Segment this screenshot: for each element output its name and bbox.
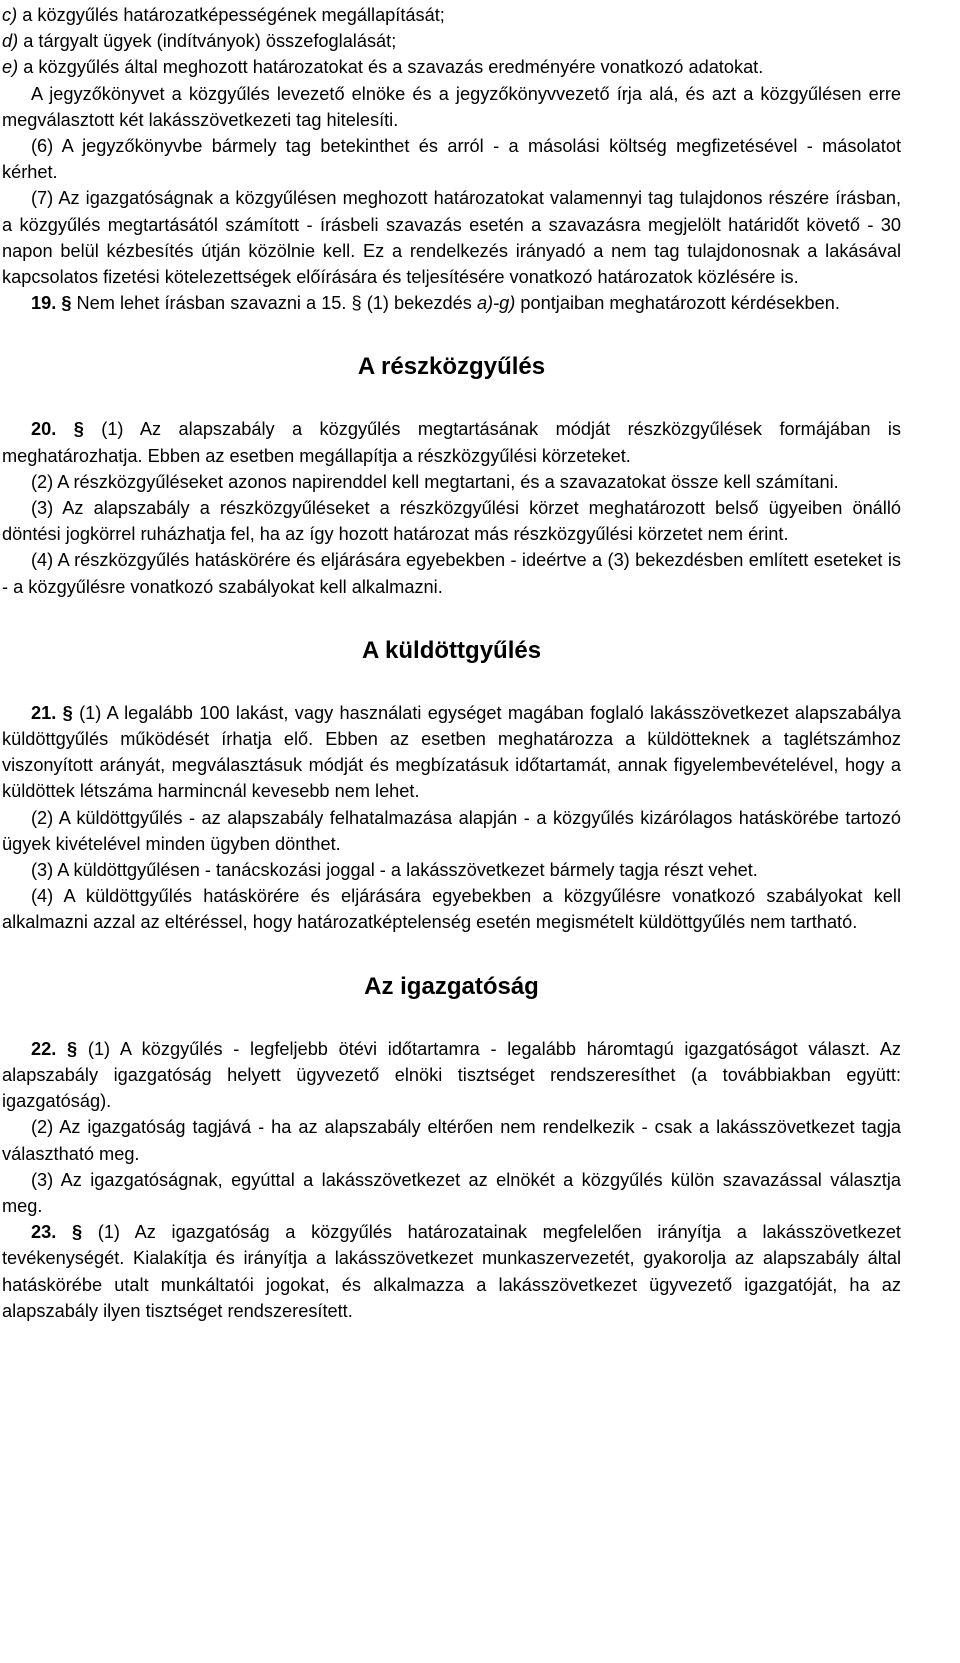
- heading-reszkozgyules: A részközgyűlés: [357, 353, 546, 381]
- section-sign: §: [351, 293, 362, 314]
- item-c: [2, 2, 901, 28]
- section-22-number: 22.: [31, 1038, 57, 1059]
- section-sign: §: [62, 702, 73, 723]
- section-20-p1-text: (1) Az alapszabály a közgyűlés megtartásának módját részközgyűlések formájában is meghatározhatja. Ebben az esetben megállapítja a részközgyűlési körzeteket.: [2, 419, 901, 466]
- section-19-text-b: (1) bekezdés: [366, 293, 472, 314]
- item-d: [2, 28, 901, 54]
- item-c-text: a közgyűlés határozatképességének megállapítását;: [22, 5, 445, 25]
- section-21-p3: (3) A küldöttgyűlésen - tanácskozási joggal - a lakásszövetkezet bármely tagja részt vehet.: [31, 860, 758, 881]
- section-20-p1: [2, 416, 901, 468]
- section-sign: §: [67, 1038, 78, 1059]
- item-e-text: a közgyűlés által meghozott határozatokat és a szavazás eredményére vonatkozó adatokat.: [23, 57, 764, 78]
- section-21-p1-text: (1) A legalább 100 lakást, vagy használati egységet magában foglaló lakásszövetkezet alapszabálya küldöttgyűlés működését írhatja elő. Ebben az esetben meghatározza a küldötteknek a taglétszámhoz viszonyított arányát, megválasztásuk módját és megbízatásuk időtartamát, annak figyelembevételével, hogy a küldöttek létszáma harmincnál kevesebb nem lehet.: [2, 702, 902, 802]
- section-23-p1: [2, 1219, 901, 1324]
- item-d-text: a tárgyalt ügyek (indítványok) összefoglalását;: [23, 31, 397, 52]
- section-20-number: 20.: [31, 419, 57, 440]
- paragraph-6: (6) A jegyzőkönyvbe bármely tag betekinthet és arról - a másolási költség megfizetésével - másolatot kérhet.: [2, 136, 901, 183]
- heading-kuldottgyules: A küldöttgyűlés: [361, 636, 542, 664]
- section-sign: §: [73, 419, 84, 440]
- item-c-letter: c): [2, 5, 18, 25]
- section-20-p4: (4) A részközgyűlés hatáskörére és eljárására egyebekben - ideértve a (3) bekezdésben említett eseteket is - a közgyűlésre vonatkozó szabályokat kell alkalmazni.: [2, 550, 901, 597]
- section-21-number: 21.: [31, 702, 57, 723]
- section-23-number: 23.: [31, 1222, 57, 1243]
- heading-igazgatosag: Az igazgatóság: [364, 972, 539, 1000]
- section-21-p4: (4) A küldöttgyűlés hatáskörére és eljárására egyebekben a közgyűlésre vonatkozó szabályokat kell alkalmazni azzal az eltéréssel, hogy határozatképtelenség esetén megismételt küldöttgyűlés nem tartható.: [2, 886, 901, 933]
- section-21-p1: [2, 700, 901, 805]
- section-sign: §: [71, 1222, 83, 1243]
- section-22-p3: (3) Az igazgatóságnak, egyúttal a lakásszövetkezet az elnökét a közgyűlés külön szavazással választja meg.: [2, 1169, 901, 1216]
- section-22-p1-text: (1) A közgyűlés - legfeljebb ötévi időtartamra - legalább háromtagú igazgatóságot választ. Az alapszabály igazgatóság helyett ügyvezető elnöki tisztséget rendszeresíthet (a továbbiakban együtt: igazgatóság).: [2, 1038, 901, 1112]
- section-22-p1: [2, 1036, 901, 1115]
- section-20-p3: (3) Az alapszabály a részközgyűléseket a részközgyűlési körzet meghatározott belső ügyeiben önálló döntési jogkörrel ruházhatja fel, ha az így hozott határozat más részközgyűlési körzetet nem érint.: [2, 498, 901, 545]
- section-19-text-c: pontjaiban meghatározott kérdésekben.: [520, 293, 840, 314]
- paragraph-7: (7) Az igazgatóságnak a közgyűlésen meghozott határozatokat valamennyi tag tulajdonos részére írásban, a közgyűlés megtartásától számított - írásbeli szavazás esetén a szavazásra megjelölt határidőt követő - 30 napon belül kézbesítés útján közölnie kell. Ez a rendelkezés irányadó a nem tag tulajdonosnak a lakásával kapcsolatos fizetési kötelezettségek előírására és teljesítésére vonatkozó határozatok közlésére is.: [2, 188, 901, 288]
- section-sign: §: [61, 293, 72, 314]
- section-19: [2, 290, 901, 316]
- section-19-text-a: Nem lehet írásban szavazni a 15.: [76, 293, 347, 314]
- section-20-p2: (2) A részközgyűléseket azonos napirenddel kell megtartani, és a szavazatokat össze kell számítani.: [31, 471, 839, 492]
- section-23-p1-text: (1) Az igazgatóság a közgyűlés határozatainak megfelelően irányítja a lakásszövetkezet tevékenységét. Kialakítja és irányítja a lakásszövetkezet munkaszervezetét, gyakorolja az alapszabály által hatáskörébe utalt munkáltatói jogokat, és alkalmazza a lakásszövetkezet ügyvezető igazgatóját, ha az alapszabály ilyen tisztséget rendszeresített.: [2, 1222, 901, 1321]
- item-e-letter: e): [2, 57, 19, 78]
- section-19-number: 19.: [31, 293, 57, 314]
- minutes-signature-paragraph: A jegyzőkönyvet a közgyűlés levezető elnöke és a jegyzőkönyvvezető írja alá, és azt a közgyűlésen erre megválasztott két lakásszövetkezeti tag hitelesíti.: [2, 83, 901, 130]
- section-21-p2: (2) A küldöttgyűlés - az alapszabály felhatalmazása alapján - a közgyűlés kizárólagos hatáskörébe tartozó ügyek kivételével minden ügyben dönthet.: [2, 807, 901, 854]
- section-22-p2: (2) Az igazgatóság tagjává - ha az alapszabály eltérően nem rendelkezik - csak a lakásszövetkezet tagja választható meg.: [2, 1117, 901, 1164]
- section-19-italic-points: a)-g): [476, 293, 516, 314]
- item-d-letter: d): [2, 31, 19, 52]
- item-e: [2, 54, 901, 80]
